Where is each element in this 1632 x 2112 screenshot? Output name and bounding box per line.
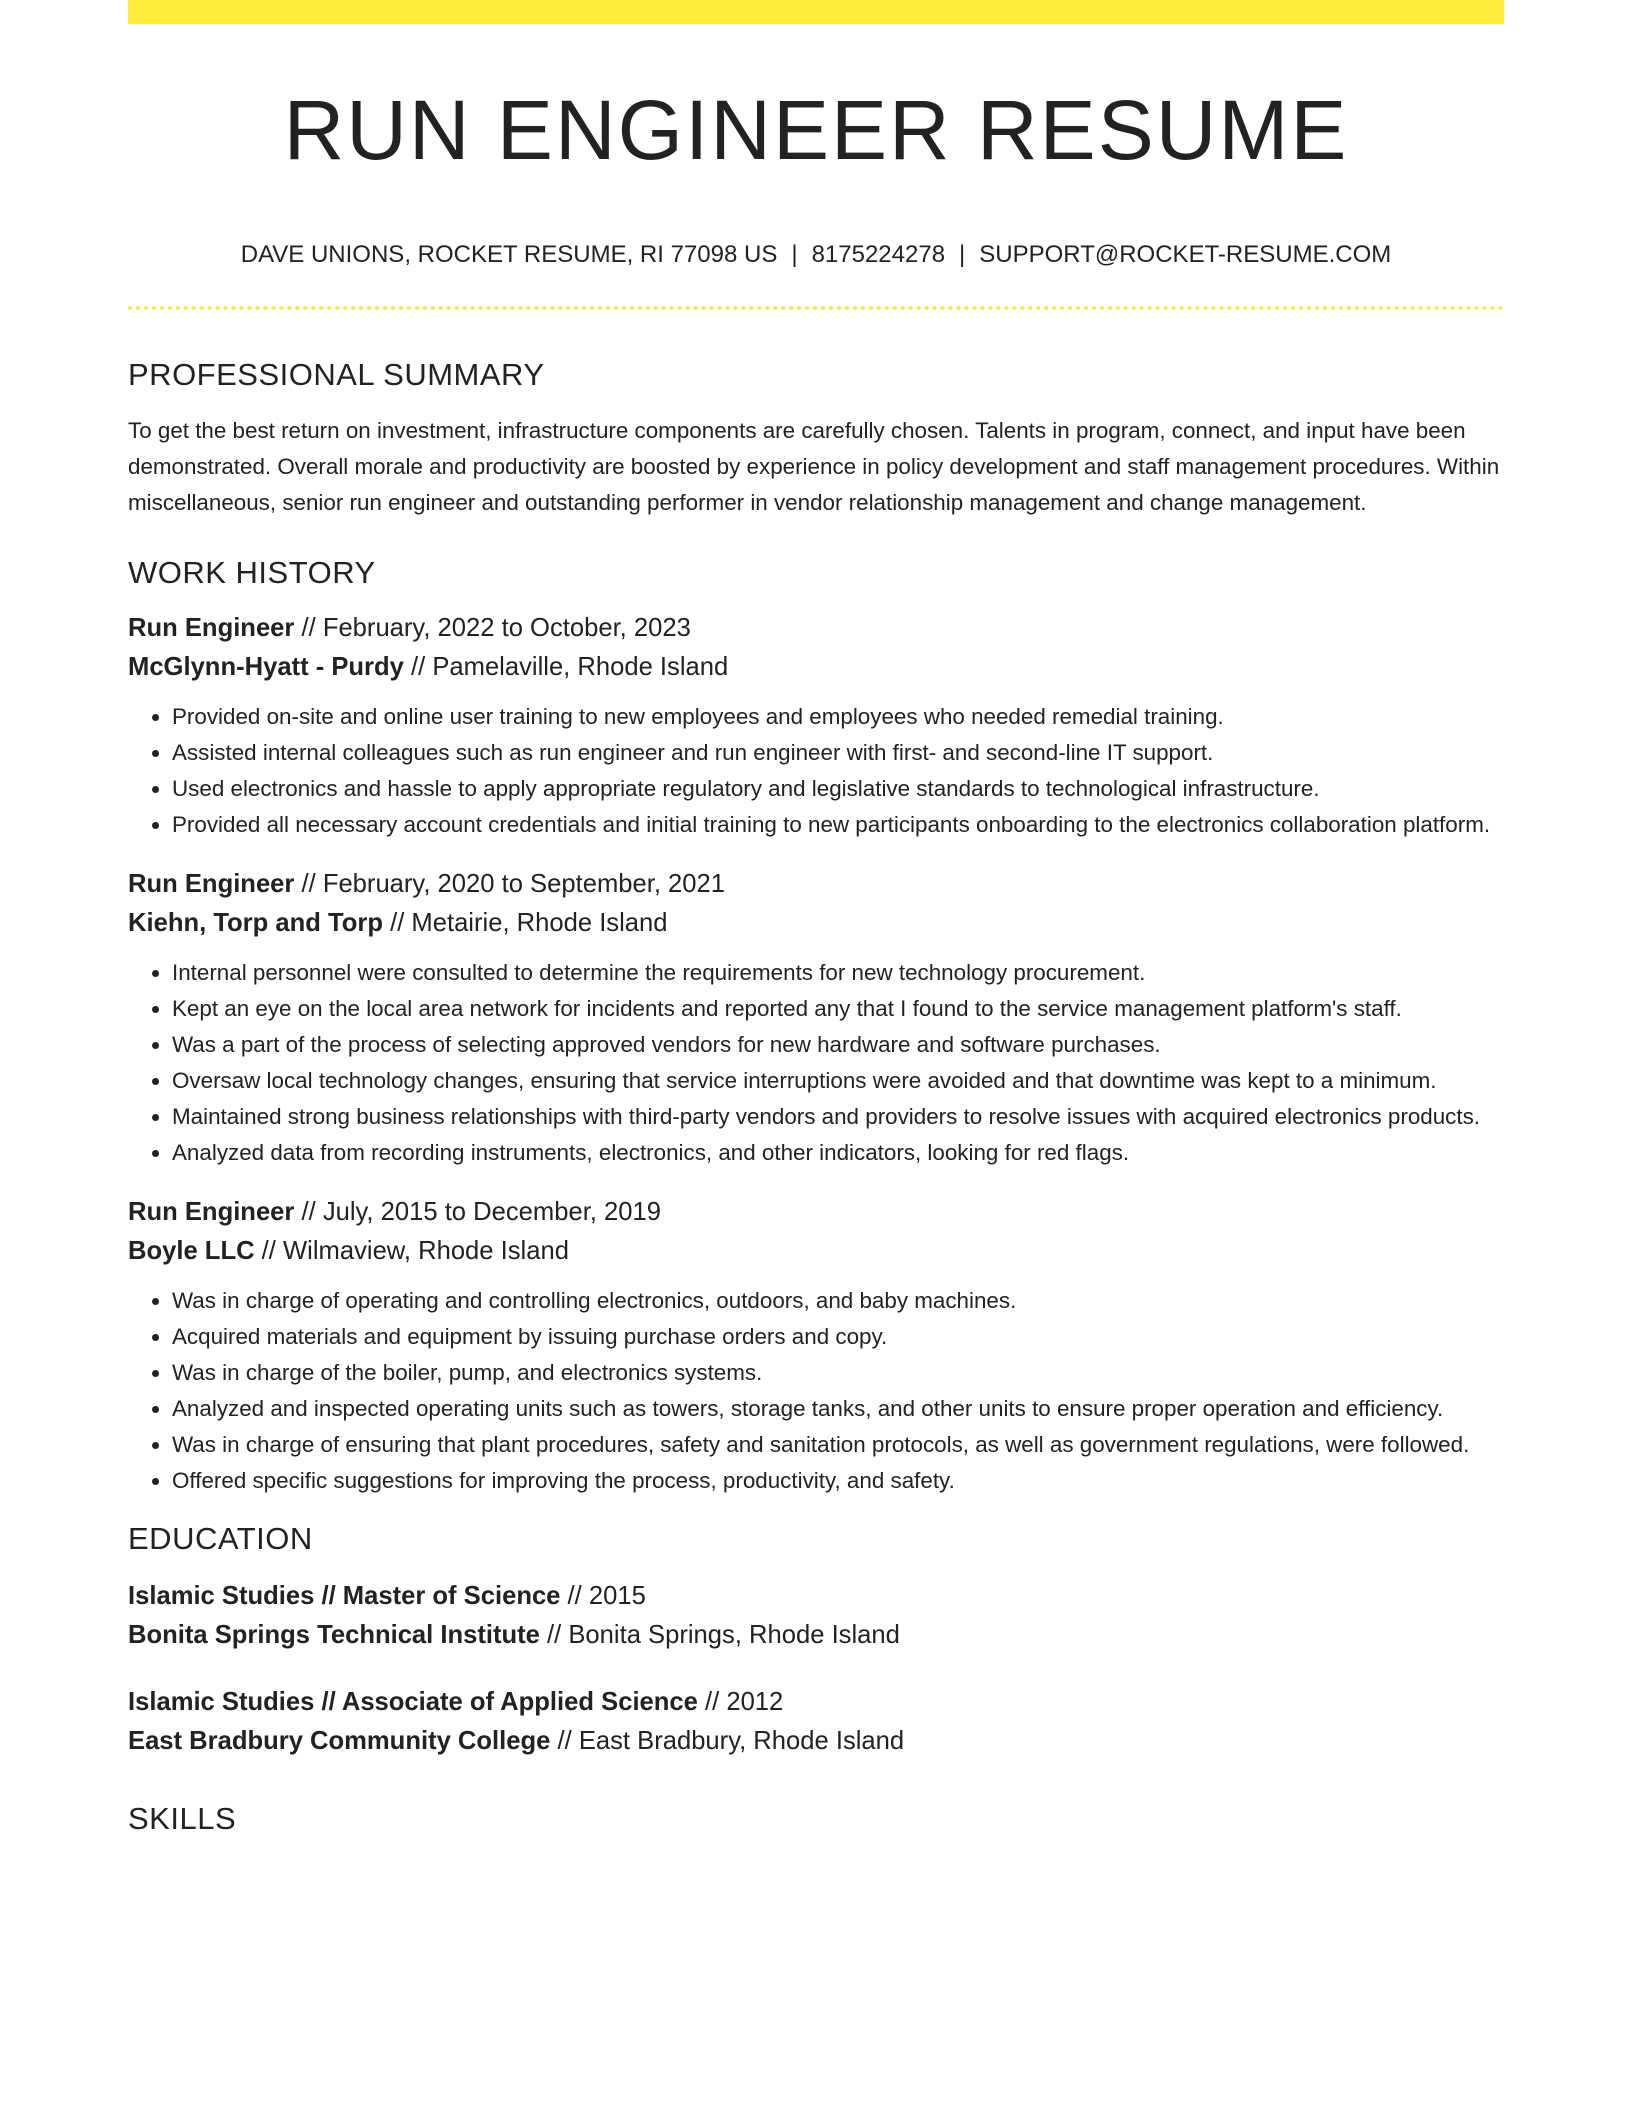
degree-line xyxy=(128,1577,1504,1616)
education-entry xyxy=(128,1683,1504,1761)
job-dates: // July, 2015 to December, 2019 xyxy=(294,1198,661,1226)
school: East Bradbury Community College xyxy=(128,1727,551,1755)
job-company: Kiehn, Torp and Torp xyxy=(128,909,383,937)
job-title-line xyxy=(128,609,1504,648)
job-bullets xyxy=(128,955,1504,1171)
skills-heading: SKILLS xyxy=(128,1801,237,1836)
dotted-divider xyxy=(128,306,1504,310)
school-line xyxy=(128,1722,1504,1761)
job-bullet: • Was in charge of operating and controlling electronics, outdoors, and baby machines. xyxy=(172,1283,1504,1319)
job-title-line xyxy=(128,1193,1504,1232)
job-bullets xyxy=(128,699,1504,843)
job-entry xyxy=(128,865,1504,1171)
job-bullet: • Provided on-site and online user training to new employees and employees who needed remedial training. xyxy=(172,699,1504,735)
job-bullet: • Maintained strong business relationships with third-party vendors and providers to resolve issues with acquired electronics products. xyxy=(172,1099,1504,1135)
contact-address: DAVE UNIONS, ROCKET RESUME, RI 77098 US xyxy=(240,241,778,268)
contact-separator: | xyxy=(791,241,798,268)
job-bullets xyxy=(128,1283,1504,1499)
summary-text: To get the best return on investment, infrastructure components are carefully chosen. Talents in program, connect, and input have been demonstrated. Overall morale and productivity are boosted by experience in policy development and staff management procedures. Within miscellaneous, senior run engineer and outstanding performer in vendor relationship management and change management. xyxy=(128,418,1500,515)
job-bullet: • Analyzed and inspected operating units such as towers, storage tanks, and other units to ensure proper operation and efficiency. xyxy=(172,1391,1504,1427)
job-title: Run Engineer xyxy=(128,614,295,642)
job-bullet: • Kept an eye on the local area network for incidents and reported any that I found to the service management platform's staff. xyxy=(172,991,1504,1027)
school-location: // Bonita Springs, Rhode Island xyxy=(539,1621,900,1649)
education-list xyxy=(128,1577,1504,1761)
job-bullet: • Internal personnel were consulted to determine the requirements for new technology procurement. xyxy=(172,955,1504,991)
school-line xyxy=(128,1616,1504,1655)
degree: Islamic Studies // Master of Science xyxy=(128,1582,561,1610)
job-bullet: • Acquired materials and equipment by issuing purchase orders and copy. xyxy=(172,1319,1504,1355)
job-bullet: • Provided all necessary account credentials and initial training to new participants onboarding to the electronics collaboration platform. xyxy=(172,807,1504,843)
job-company-line xyxy=(128,1232,1504,1271)
job-bullet: • Was in charge of ensuring that plant procedures, safety and sanitation protocols, as well as government regulations, were followed. xyxy=(172,1427,1504,1463)
job-company: McGlynn-Hyatt - Purdy xyxy=(128,653,404,681)
resume-content xyxy=(128,345,1504,1849)
job-location: // Wilmaview, Rhode Island xyxy=(254,1237,569,1265)
school-location: // East Bradbury, Rhode Island xyxy=(550,1727,905,1755)
job-bullet: • Oversaw local technology changes, ensuring that service interruptions were avoided and that downtime was kept to a minimum. xyxy=(172,1063,1504,1099)
job-company-line xyxy=(128,904,1504,943)
work-history-list xyxy=(128,609,1504,1499)
job-bullet: • Used electronics and hassle to apply appropriate regulatory and legislative standards to technological infrastructure. xyxy=(172,771,1504,807)
job-bullet: • Offered specific suggestions for improving the process, productivity, and safety. xyxy=(172,1463,1504,1499)
job-title: Run Engineer xyxy=(128,870,295,898)
education-heading: EDUCATION xyxy=(128,1521,313,1556)
job-bullet: • Was a part of the process of selecting approved vendors for new hardware and software purchases. xyxy=(172,1027,1504,1063)
job-bullet: • Analyzed data from recording instruments, electronics, and other indicators, looking for red flags. xyxy=(172,1135,1504,1171)
job-entry xyxy=(128,1193,1504,1499)
resume-title: RUN ENGINEER RESUME xyxy=(283,83,1349,177)
education-entry xyxy=(128,1577,1504,1655)
degree-year: // 2015 xyxy=(560,1582,646,1610)
work-history-heading: WORK HISTORY xyxy=(128,555,376,590)
school: Bonita Springs Technical Institute xyxy=(128,1621,540,1649)
degree-year: // 2012 xyxy=(697,1688,784,1716)
contact-line xyxy=(128,237,1504,273)
degree-line xyxy=(128,1683,1504,1722)
contact-email[interactable]: SUPPORT@ROCKET-RESUME.COM xyxy=(979,241,1392,268)
job-company-line xyxy=(128,648,1504,687)
accent-bar xyxy=(128,0,1504,24)
job-dates: // February, 2022 to October, 2023 xyxy=(294,614,691,642)
contact-separator: | xyxy=(959,241,966,268)
degree: Islamic Studies // Associate of Applied Science xyxy=(128,1688,698,1716)
contact-phone: 8175224278 xyxy=(811,241,946,268)
job-location: // Metairie, Rhode Island xyxy=(382,909,668,937)
job-dates: // February, 2020 to September, 2021 xyxy=(294,870,725,898)
summary-heading: PROFESSIONAL SUMMARY xyxy=(128,357,545,392)
job-title-line xyxy=(128,865,1504,904)
job-company: Boyle LLC xyxy=(128,1237,255,1265)
job-title: Run Engineer xyxy=(128,1198,295,1226)
job-entry xyxy=(128,609,1504,843)
job-location: // Pamelaville, Rhode Island xyxy=(403,653,729,681)
job-bullet: • Was in charge of the boiler, pump, and electronics systems. xyxy=(172,1355,1504,1391)
job-bullet: • Assisted internal colleagues such as run engineer and run engineer with first- and second-line IT support. xyxy=(172,735,1504,771)
